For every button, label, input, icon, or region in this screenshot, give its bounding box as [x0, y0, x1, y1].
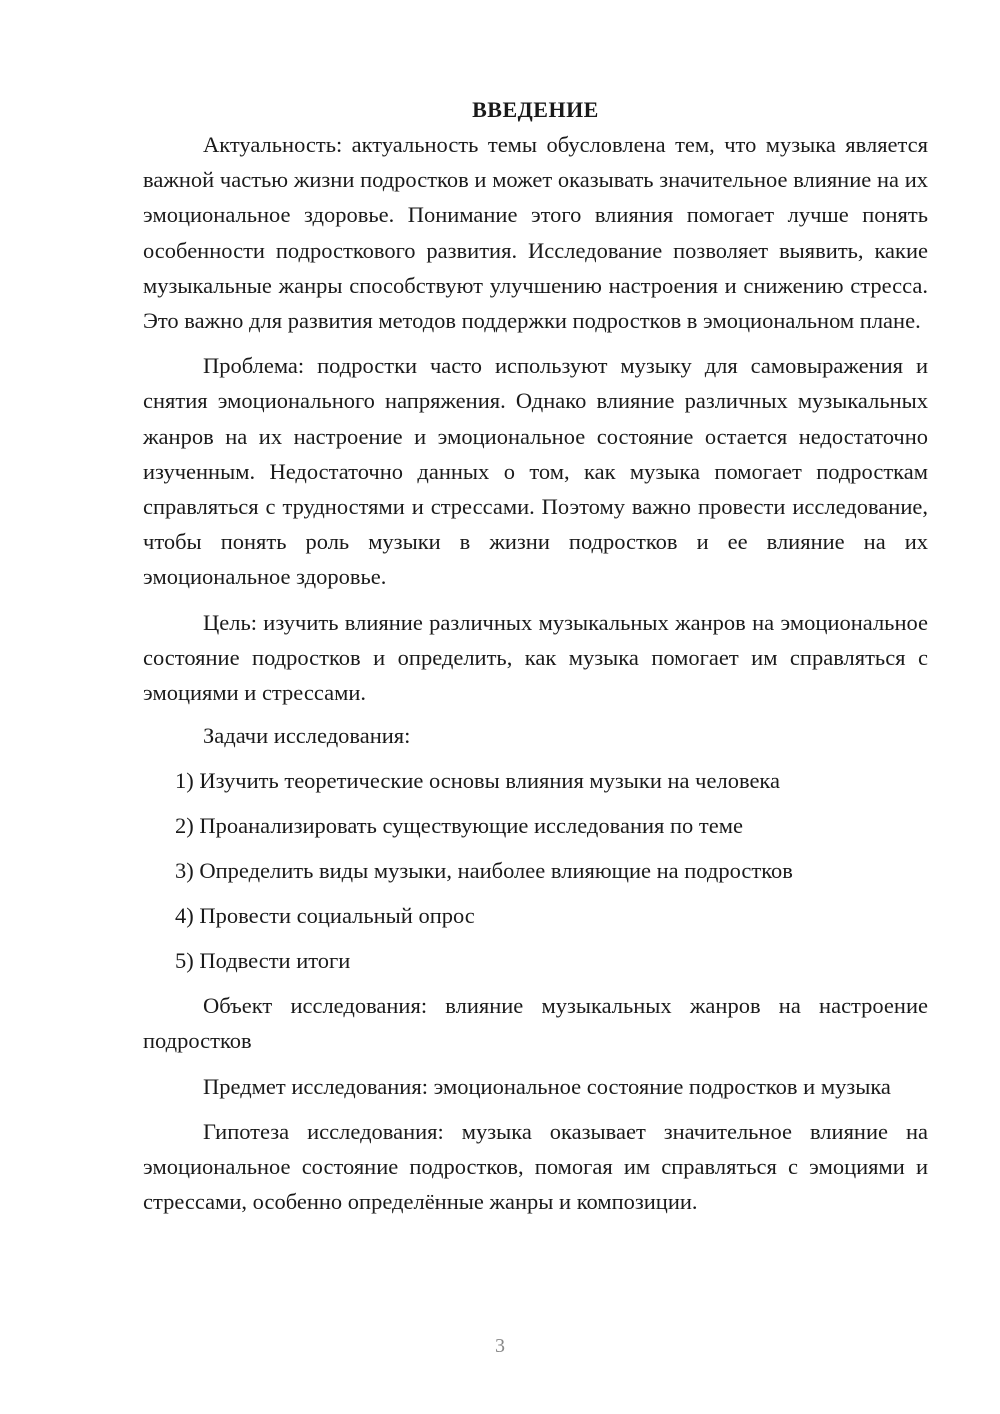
- problem-paragraph: Проблема: подростки часто используют музыку для самовыражения и снятия эмоционального напряжения. Однако влияние различных музыкальных жанров на их настроение и эмоциональное состояние остается недостаточно изученным. Недостаточно данных о том, как музыка помогает подросткам справляться с трудностями и стрессами. Поэтому важно провести исследование, чтобы понять роль музыки в жизни подростков и ее влияние на их эмоциональное здоровье.: [143, 353, 928, 590]
- page-content: [143, 92, 928, 1219]
- relevance-paragraph: Актуальность: актуальность темы обусловлена тем, что музыка является важной частью жизни подростков и может оказывать значительное влияние на их эмоциональное здоровье. Понимание этого влияния помогает лучше понять особенности подросткового развития. Исследование позволяет выявить, какие музыкальные жанры способствуют улучшению настроения и снижению стресса. Это важно для развития методов поддержки подростков в эмоциональном плане.: [143, 132, 928, 334]
- tasks-list: [143, 763, 928, 978]
- page-number: 3: [495, 1335, 505, 1357]
- research-object: Объект исследования: влияние музыкальных жанров на настроение подростков: [143, 993, 928, 1054]
- task-item: 5) Подвести итоги: [175, 948, 351, 974]
- research-hypothesis: Гипотеза исследования: музыка оказывает значительное влияние на эмоциональное состояние подростков, помогая им справляться с эмоциями и стрессами, особенно определённые жанры и композиции.: [143, 1118, 928, 1215]
- task-item: 3) Определить виды музыки, наиболее влияющие на подростков: [175, 858, 793, 884]
- tasks-heading: Задачи исследования:: [203, 723, 411, 749]
- task-item: 2) Проанализировать существующие исследования по теме: [175, 813, 743, 839]
- task-item: 1) Изучить теоретические основы влияния музыки на человека: [175, 768, 781, 794]
- task-item: 4) Провести социальный опрос: [175, 903, 475, 929]
- goal-paragraph: Цель: изучить влияние различных музыкальных жанров на эмоциональное состояние подростков и определить, как музыка помогает им справляться с эмоциями и стрессами.: [143, 609, 928, 706]
- research-subject: Предмет исследования: эмоциональное состояние подростков и музыка: [203, 1073, 891, 1099]
- page-title: ВВЕДЕНИЕ: [472, 97, 599, 122]
